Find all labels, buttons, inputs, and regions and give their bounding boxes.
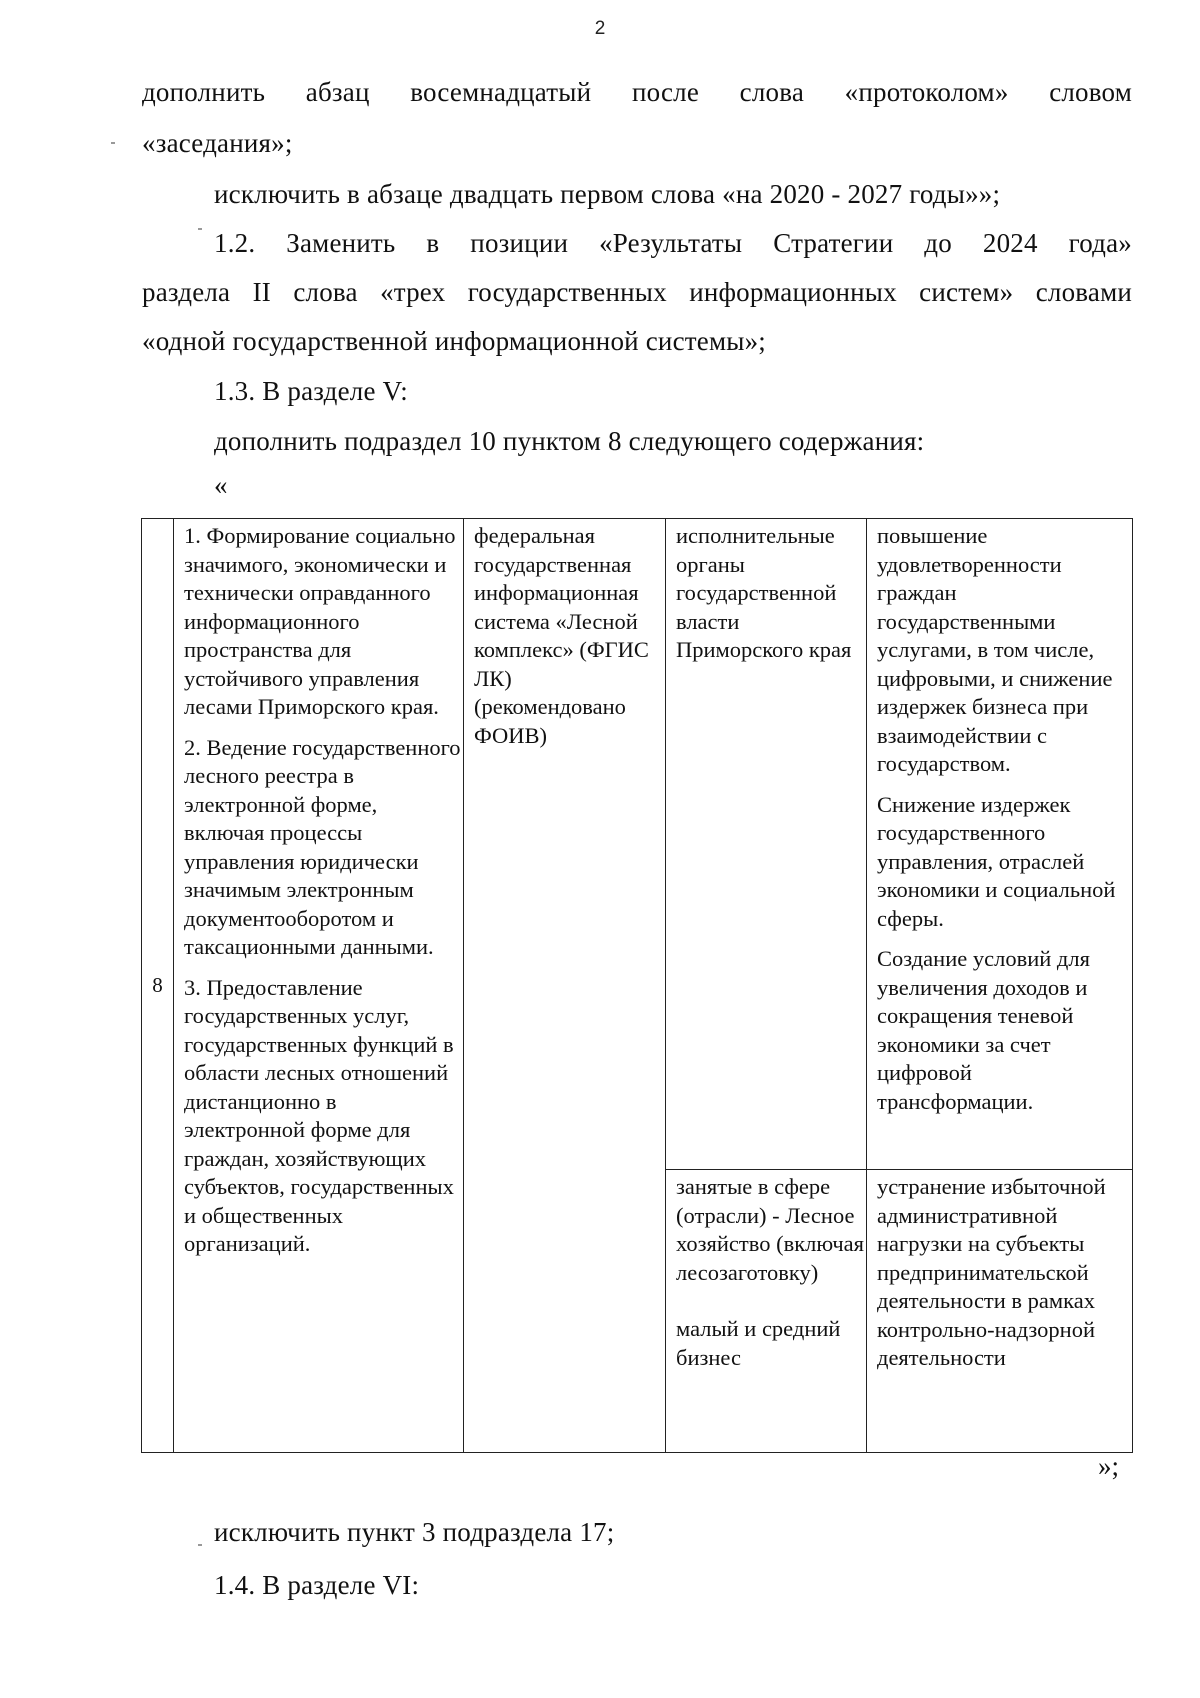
- measure-item: 3. Предоставление государственных услуг, государственных функций в области лесных отношений дистанционно в электронной форме для граждан, хозяйствующих субъектов, государственных и общественных организаций.: [184, 974, 454, 1256]
- paragraph-line: 1.2. Заменить в позиции «Результаты Стратегии до 2024 года»: [214, 228, 1132, 258]
- effect-item: Создание условий для увеличения доходов и сокращения теневой экономики за счет цифровой трансформации.: [877, 946, 1090, 1114]
- paragraph-line: раздела II слова «трех государственных информационных систем» словами: [142, 277, 1132, 307]
- scan-speck: [198, 1544, 202, 1546]
- paragraph-line: дополнить абзац восемнадцатый после слова «протоколом» словом: [142, 77, 1132, 107]
- scan-speck: [111, 142, 115, 144]
- row-number-cell: [142, 519, 174, 1453]
- effects-cell: [867, 1170, 1133, 1453]
- paragraph: исключить пункт 3 подраздела 17;: [214, 1517, 615, 1547]
- executors-text: исполнительные органы государственной власти Приморского края: [676, 523, 852, 662]
- scan-speck: [198, 228, 202, 230]
- effects-cell: [867, 519, 1133, 1170]
- page-number: 2: [594, 18, 606, 39]
- system-text: федеральная государственная информационная система «Лесной комплекс» (ФГИС ЛК) (рекомендовано ФОИВ): [474, 523, 649, 748]
- effect-item: повышение удовлетворенности граждан государственными услугами, в том числе, цифровыми, и снижение издержек бизнеса при взаимодействии с государством.: [877, 523, 1113, 776]
- executors-cell: [666, 1170, 867, 1453]
- paragraph: дополнить подраздел 10 пунктом 8 следующего содержания:: [214, 426, 925, 456]
- paragraph: исключить в абзаце двадцать первом слова «на 2020 - 2027 годы»»;: [214, 179, 1001, 209]
- table-row: [142, 519, 1133, 1170]
- executors-cell: [666, 519, 867, 1170]
- paragraph: 1.4. В разделе VI:: [214, 1570, 420, 1600]
- row-number: 8: [152, 973, 163, 998]
- measures-cell: [174, 519, 464, 1453]
- executors-text: малый и средний бизнес: [676, 1316, 841, 1370]
- executors-text: занятые в сфере (отрасли) - Лесное хозяйство (включая лесозаготовку): [676, 1174, 864, 1285]
- measure-item: 2. Ведение государственного лесного реестра в электронной форме, включая процессы управления юридически значимым электронным документооборотом и таксационными данными.: [184, 734, 461, 959]
- paragraph-line: «одной государственной информационной системы»;: [142, 326, 766, 356]
- close-quote: »;: [1098, 1451, 1120, 1481]
- effect-item: Снижение издержек государственного управления, отраслей экономики и социальной сферы.: [877, 791, 1116, 931]
- open-quote: «: [214, 470, 228, 500]
- paragraph-line: «заседания»;: [142, 128, 293, 158]
- system-cell: [464, 519, 666, 1453]
- inserted-table: [141, 518, 1133, 1453]
- paragraph: 1.3. В разделе V:: [214, 376, 408, 406]
- measure-item: 1. Формирование социально значимого, экономически и технически оправданного информационного пространства для устойчивого управления лесами Приморского края.: [184, 523, 456, 719]
- effect-item: устранение избыточной административной нагрузки на субъекты предпринимательской деятельности в рамках контрольно-надзорной деятельности: [877, 1174, 1106, 1370]
